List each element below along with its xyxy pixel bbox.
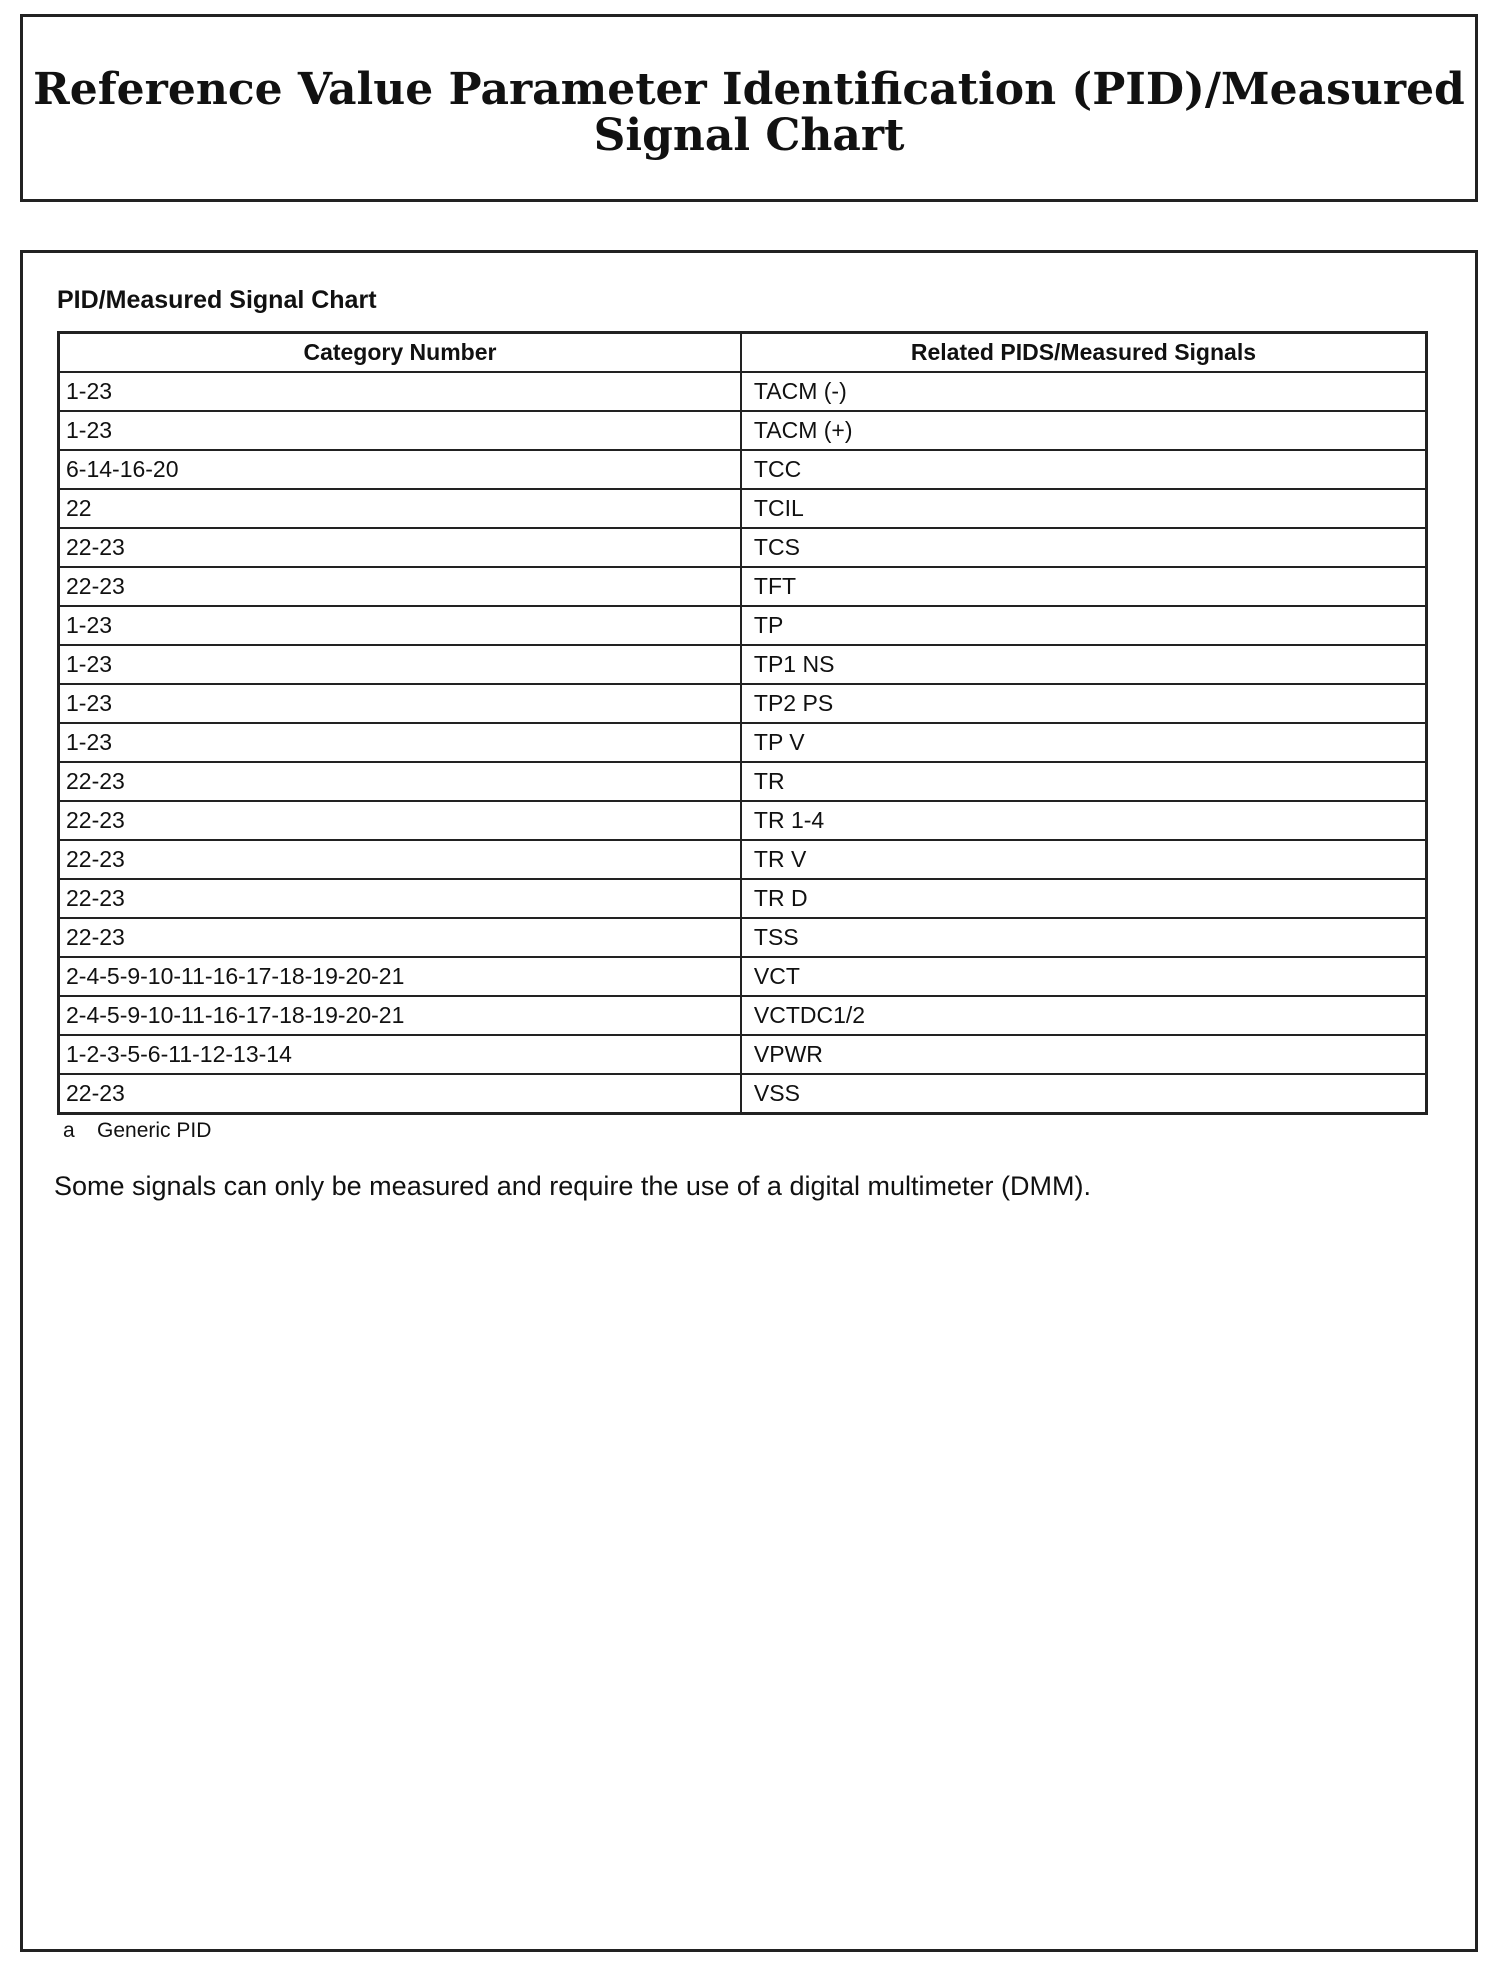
- category-number-cell: 6-14-16-20: [59, 450, 741, 489]
- chart-title: PID/Measured Signal Chart: [57, 286, 377, 314]
- category-number-cell: 1-2-3-5-6-11-12-13-14: [59, 1035, 741, 1074]
- signal-cell: TSS: [741, 918, 1427, 957]
- table-row: [59, 879, 1427, 918]
- category-number-cell: 22-23: [59, 840, 741, 879]
- signal-cell: TP1 NS: [741, 645, 1427, 684]
- table-row: [59, 684, 1427, 723]
- category-number-cell: 22-23: [59, 1074, 741, 1114]
- table-row: [59, 450, 1427, 489]
- table-row: [59, 840, 1427, 879]
- title-box: [20, 14, 1478, 202]
- signal-cell: VCTDC1/2: [741, 996, 1427, 1035]
- category-number-cell: 22-23: [59, 762, 741, 801]
- table-row: [59, 1035, 1427, 1074]
- category-number-cell: 1-23: [59, 372, 741, 411]
- signal-cell: TR V: [741, 840, 1427, 879]
- category-number-cell: 1-23: [59, 411, 741, 450]
- table-row: [59, 645, 1427, 684]
- dmm-note: Some signals can only be measured and require the use of a digital multimeter (DMM).: [54, 1171, 1091, 1201]
- category-number-cell: 22-23: [59, 567, 741, 606]
- signal-cell: VPWR: [741, 1035, 1427, 1074]
- table-body: [59, 372, 1427, 1114]
- signal-cell: TR 1-4: [741, 801, 1427, 840]
- signal-table: [57, 331, 1428, 1115]
- signal-cell: TP: [741, 606, 1427, 645]
- signal-cell: TP2 PS: [741, 684, 1427, 723]
- table-row: [59, 1074, 1427, 1114]
- footnote-mark: a: [63, 1119, 75, 1142]
- page-title: Reference Value Parameter Identification (PID)/Measured Signal Chart: [33, 64, 1465, 161]
- category-number-cell: 22-23: [59, 528, 741, 567]
- table-row: [59, 528, 1427, 567]
- category-number-cell: 1-23: [59, 723, 741, 762]
- signal-cell: TACM (-): [741, 372, 1427, 411]
- signal-cell: TFT: [741, 567, 1427, 606]
- signal-cell: TCIL: [741, 489, 1427, 528]
- table-row: [59, 372, 1427, 411]
- category-number-cell: 2-4-5-9-10-11-16-17-18-19-20-21: [59, 957, 741, 996]
- signal-cell: TR D: [741, 879, 1427, 918]
- table-row: [59, 762, 1427, 801]
- category-number-cell: 22-23: [59, 918, 741, 957]
- table-row: [59, 918, 1427, 957]
- column-header-signals: Related PIDS/Measured Signals: [741, 333, 1427, 373]
- table-row: [59, 567, 1427, 606]
- column-header-category: Category Number: [59, 333, 741, 373]
- signal-cell: TACM (+): [741, 411, 1427, 450]
- table-row: [59, 957, 1427, 996]
- category-number-cell: 1-23: [59, 684, 741, 723]
- category-number-cell: 1-23: [59, 606, 741, 645]
- category-number-cell: 2-4-5-9-10-11-16-17-18-19-20-21: [59, 996, 741, 1035]
- table-row: [59, 606, 1427, 645]
- category-number-cell: 22-23: [59, 801, 741, 840]
- signal-cell: TCC: [741, 450, 1427, 489]
- signal-cell: VCT: [741, 957, 1427, 996]
- category-number-cell: 22: [59, 489, 741, 528]
- signal-cell: VSS: [741, 1074, 1427, 1114]
- table-row: [59, 723, 1427, 762]
- signal-cell: TR: [741, 762, 1427, 801]
- content-box: [20, 250, 1478, 1952]
- table-row: [59, 801, 1427, 840]
- category-number-cell: 1-23: [59, 645, 741, 684]
- table-row: [59, 489, 1427, 528]
- signal-cell: TP V: [741, 723, 1427, 762]
- signal-cell: TCS: [741, 528, 1427, 567]
- category-number-cell: 22-23: [59, 879, 741, 918]
- table-row: [59, 411, 1427, 450]
- footnote-text: Generic PID: [97, 1119, 212, 1142]
- footnote: [63, 1119, 211, 1143]
- table-header-row: [59, 333, 1427, 373]
- table-row: [59, 996, 1427, 1035]
